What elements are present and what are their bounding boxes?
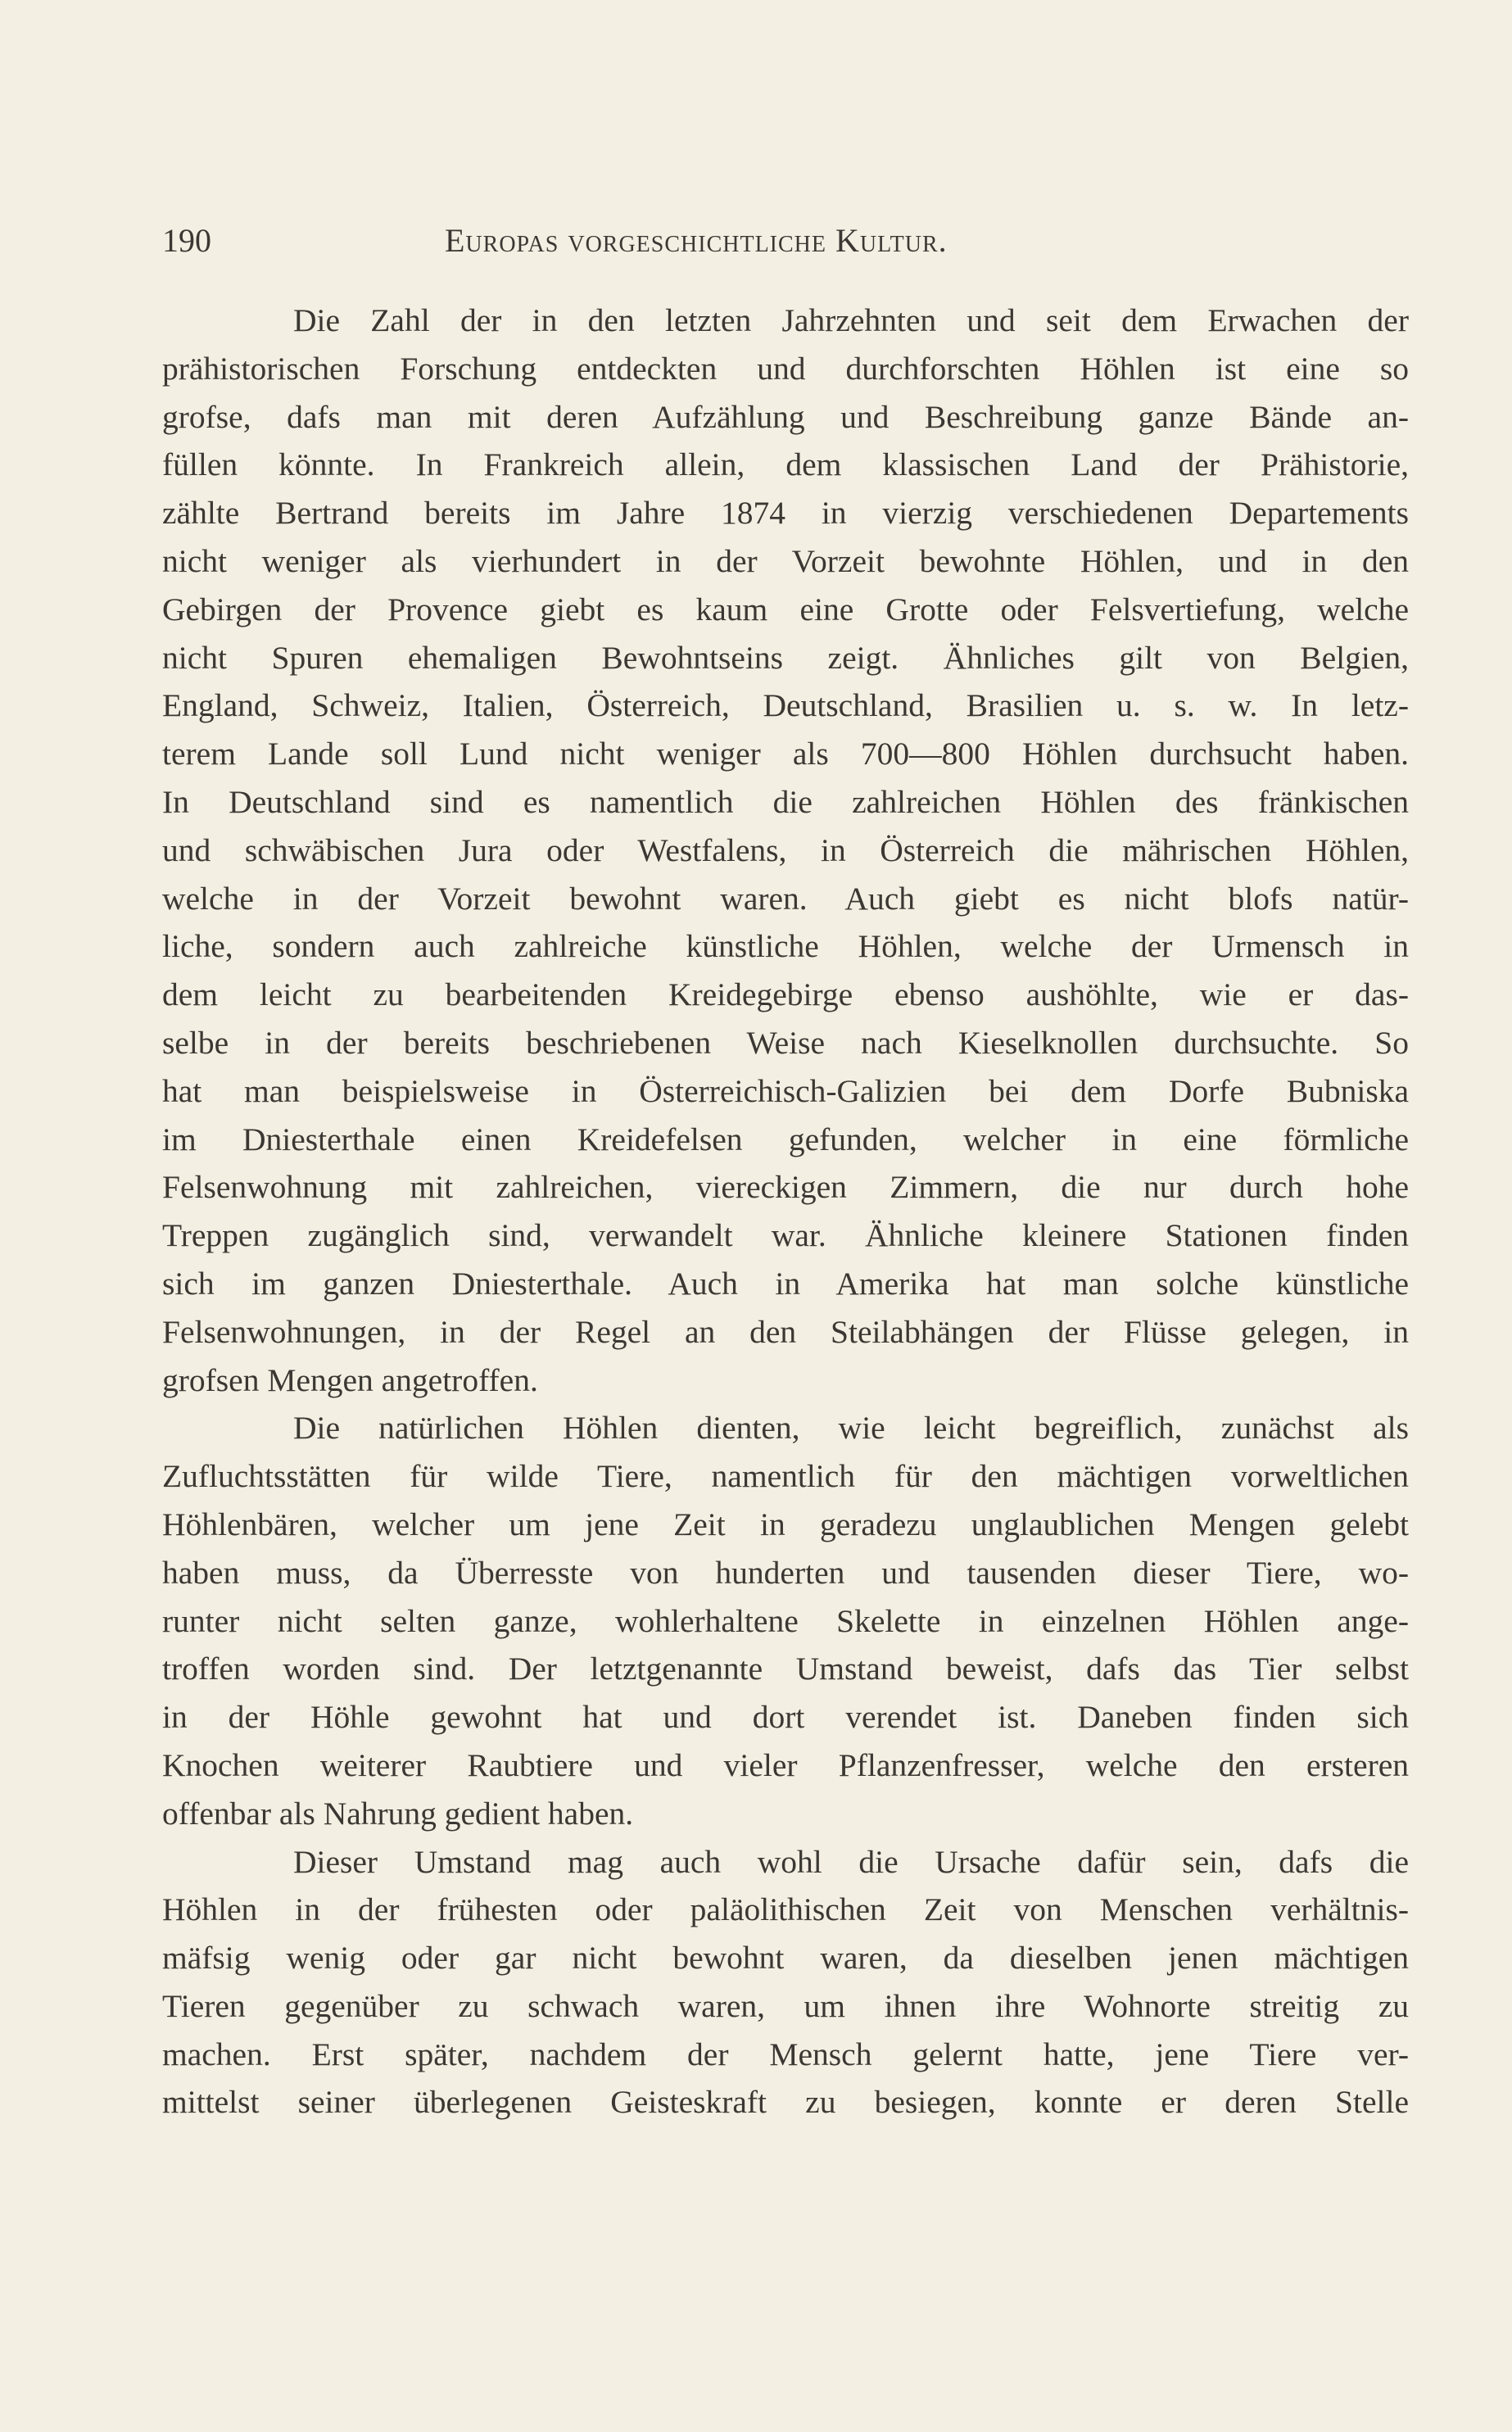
text-line: Felsenwohnung mit zahlreichen, viereckigen Zimmern, die nur durch hohe bbox=[162, 1169, 1409, 1206]
text-line: selbe in der bereits beschriebenen Weise nach Kieselknollen durchsuchte. So bbox=[162, 1024, 1409, 1061]
text-line: Die natürlichen Höhlen dienten, wie leicht begreiflich, zunächst als bbox=[293, 1410, 1409, 1447]
text-line: troffen worden sind. Der letztgenannte Umstand beweist, dafs das Tier selbst bbox=[162, 1651, 1409, 1687]
text-line: zählte Bertrand bereits im Jahre 1874 in vierzig verschiedenen Departements bbox=[162, 495, 1409, 532]
text-line: dem leicht zu bearbeitenden Kreidegebirge ebenso aushöhlte, wie er das- bbox=[162, 976, 1409, 1013]
text-line: und schwäbischen Jura oder Westfalens, in Österreich die mährischen Höhlen, bbox=[162, 831, 1409, 868]
text-line: hat man beispielsweise in Österreichisch-Galizien bei dem Dorfe Bubniska bbox=[162, 1072, 1409, 1109]
text-line: England, Schweiz, Italien, Österreich, Deutschland, Brasilien u. s. w. In letz- bbox=[162, 687, 1409, 724]
text-line: runter nicht selten ganze, wohlerhaltene Skelette in einzelnen Höhlen ange- bbox=[162, 1602, 1409, 1639]
page-number: 190 bbox=[162, 222, 211, 259]
text-line: Gebirgen der Provence giebt es kaum eine Grotte oder Felsvertiefung, welche bbox=[162, 591, 1409, 627]
text-line: nicht Spuren ehemaligen Bewohntseins zeigt. Ähnliches gilt von Belgien, bbox=[162, 639, 1409, 676]
text-line: sich im ganzen Dniesterthale. Auch in Amerika hat man solche künstliche bbox=[162, 1265, 1409, 1302]
text-line: liche, sondern auch zahlreiche künstliche Höhlen, welche der Urmensch in bbox=[162, 928, 1409, 965]
text-line: nicht weniger als vierhundert in der Vorzeit bewohnte Höhlen, und in den bbox=[162, 542, 1409, 579]
text-line: Felsenwohnungen, in der Regel an den Steilabhängen der Flüsse gelegen, in bbox=[162, 1313, 1409, 1350]
text-line: Zufluchtsstätten für wilde Tiere, namentlich für den mächtigen vorweltlichen bbox=[162, 1458, 1409, 1495]
text-line: mäfsig wenig oder gar nicht bewohnt waren, da dieselben jenen mächtigen bbox=[162, 1940, 1409, 1977]
text-line: welche in der Vorzeit bewohnt waren. Auch giebt es nicht blofs natür- bbox=[162, 880, 1409, 917]
page-header bbox=[162, 216, 1407, 265]
text-line: haben muss, da Überresste von hunderten und tausenden dieser Tiere, wo- bbox=[162, 1554, 1409, 1591]
text-line: Tieren gegenüber zu schwach waren, um ihnen ihre Wohnorte streitig zu bbox=[162, 1987, 1409, 2024]
text-line: grofse, dafs man mit deren Aufzählung und Beschreibung ganze Bände an- bbox=[162, 398, 1409, 435]
text-line: in der Höhle gewohnt hat und dort verendet ist. Daneben finden sich bbox=[162, 1699, 1409, 1736]
text-line: prähistorischen Forschung entdeckten und durchforschten Höhlen ist eine so bbox=[162, 350, 1409, 387]
text-line: terem Lande soll Lund nicht weniger als 700—800 Höhlen durchsucht haben. bbox=[162, 736, 1409, 772]
text-line: im Dniesterthale einen Kreidefelsen gefunden, welcher in eine förmliche bbox=[162, 1121, 1409, 1157]
text-line: füllen könnte. In Frankreich allein, dem klassischen Land der Prähistorie, bbox=[162, 446, 1409, 483]
text-line: Dieser Umstand mag auch wohl die Ursache dafür sein, dafs die bbox=[293, 1843, 1409, 1880]
text-line: In Deutschland sind es namentlich die zahlreichen Höhlen des fränkischen bbox=[162, 783, 1409, 820]
text-line: Knochen weiterer Raubtiere und vieler Pflanzenfresser, welche den ersteren bbox=[162, 1746, 1409, 1783]
body-text bbox=[162, 297, 1409, 2126]
text-line: mittelst seiner überlegenen Geisteskraft zu besiegen, konnte er deren Stelle bbox=[162, 2084, 1409, 2121]
text-line: Treppen zugänglich sind, verwandelt war. Ähnliche kleinere Stationen finden bbox=[162, 1217, 1409, 1254]
running-title: Europas vorgeschichtliche Kultur. bbox=[445, 222, 948, 259]
text-line: offenbar als Nahrung gedient haben. bbox=[162, 1795, 634, 1832]
text-line: Höhlenbären, welcher um jene Zeit in geradezu unglaublichen Mengen gelebt bbox=[162, 1506, 1409, 1542]
text-line: grofsen Mengen angetroffen. bbox=[162, 1361, 538, 1398]
text-line: Höhlen in der frühesten oder paläolithischen Zeit von Menschen verhältnis- bbox=[162, 1891, 1409, 1928]
text-line: machen. Erst später, nachdem der Mensch gelernt hatte, jene Tiere ver- bbox=[162, 2036, 1409, 2072]
text-line: Die Zahl der in den letzten Jahrzehnten und seit dem Erwachen der bbox=[293, 302, 1409, 338]
